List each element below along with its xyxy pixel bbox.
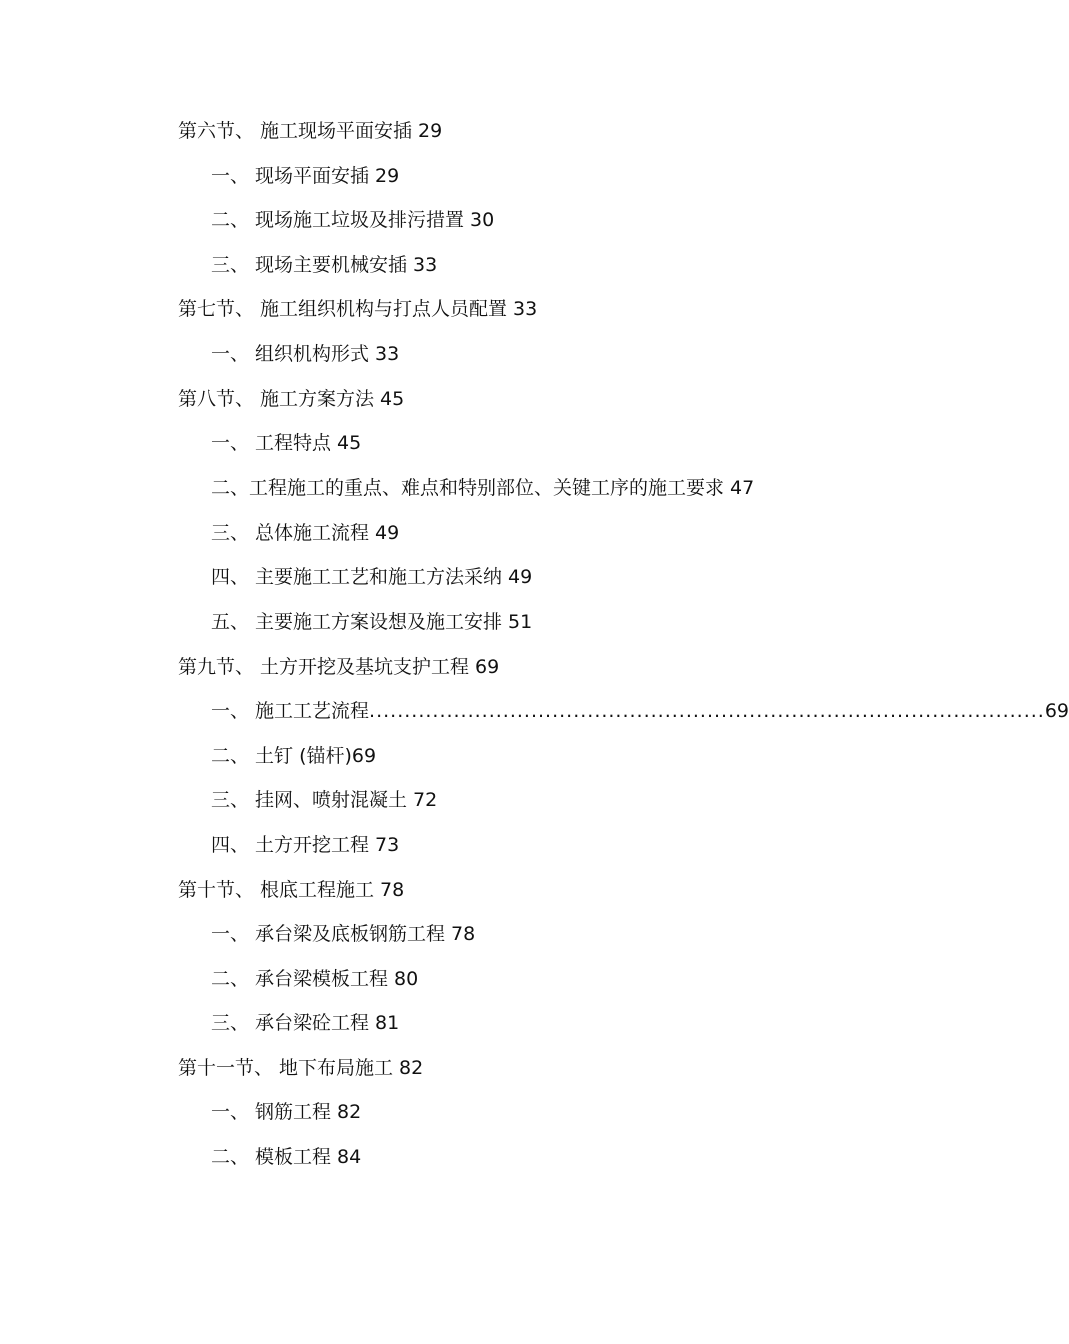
toc-entry-section-9[interactable]	[178, 654, 808, 680]
toc-entry-page: 51	[508, 610, 533, 633]
toc-entry-page: 69	[1044, 700, 1069, 723]
toc-entry-page: 72	[413, 789, 438, 812]
toc-entry-title: 第十节、 根底工程施工	[178, 878, 375, 901]
toc-entry[interactable]	[178, 966, 808, 992]
toc-entry-page: 29	[418, 120, 443, 142]
toc-entry-title: 一、 工程特点	[211, 432, 332, 455]
toc-entry[interactable]	[178, 564, 808, 590]
toc-entry-title: 第六节、 施工现场平面安插	[178, 120, 413, 142]
toc-entry-title: 一、 组织机构形式	[211, 342, 370, 365]
toc-entry-page: 80	[394, 967, 419, 990]
toc-entry-title: 二、 现场施工垃圾及排污措置	[211, 209, 465, 232]
toc-entry-title: 二、 土钉 (锚杆)	[211, 744, 352, 767]
toc-entry[interactable]	[178, 1099, 808, 1125]
toc-entry-title: 五、 主要施工方案设想及施工安排	[211, 610, 503, 633]
toc-entry-page: 45	[380, 387, 405, 410]
toc-entry-leader-row	[211, 698, 1069, 724]
toc-entry[interactable]	[178, 207, 808, 233]
toc-entry[interactable]	[178, 698, 1069, 724]
toc-entry-title: 第八节、 施工方案方法	[178, 387, 375, 410]
toc-entry-title: 第七节、 施工组织机构与打点人员配置	[178, 298, 508, 321]
toc-entry[interactable]	[178, 787, 808, 813]
toc-entry-page: 45	[337, 432, 362, 455]
toc-entry-page: 82	[399, 1056, 424, 1079]
toc-entry-page: 69	[351, 744, 377, 767]
toc-entry-page: 29	[375, 164, 400, 187]
toc-entry-page: 47	[730, 476, 755, 499]
toc-entry-page: 49	[375, 521, 400, 544]
toc-entry-page: 33	[375, 342, 400, 365]
toc-entry-title: 一、 施工工艺流程	[211, 700, 370, 723]
toc-entry-section-6[interactable]	[178, 118, 808, 144]
toc-entry-section-8[interactable]	[178, 386, 808, 412]
toc-entry-title: 四、 主要施工工艺和施工方法采纳	[211, 566, 503, 589]
toc-entry-page: 33	[413, 253, 438, 276]
toc-entry-title: 一、 钢筋工程	[211, 1101, 332, 1124]
toc-entry[interactable]	[178, 832, 808, 858]
toc-entry[interactable]	[178, 1144, 808, 1170]
toc-entry-title: 一、 现场平面安插	[211, 164, 370, 187]
toc-entry[interactable]	[178, 609, 808, 635]
toc-entry-page: 84	[337, 1146, 362, 1169]
toc-entry-section-10[interactable]	[178, 877, 808, 903]
toc-entry-title: 二、 模板工程	[211, 1146, 332, 1169]
toc-dot-leader: ................................................................................................	[369, 700, 1045, 723]
toc-entry-page: 78	[451, 923, 476, 946]
toc-entry-section-11[interactable]	[178, 1055, 808, 1081]
toc-entry[interactable]	[178, 1010, 808, 1036]
toc-entry-title: 三、 总体施工流程	[211, 521, 370, 544]
toc-entry-title: 第十一节、 地下布局施工	[178, 1056, 394, 1079]
toc-entry[interactable]	[178, 743, 808, 769]
toc-entry[interactable]	[178, 430, 808, 456]
toc-entry-title: 第九节、 土方开挖及基坑支护工程	[178, 655, 470, 678]
toc-entry[interactable]	[178, 520, 808, 546]
toc-entry-title: 二、工程施工的重点、难点和特别部位、关键工序的施工要求	[211, 476, 725, 499]
toc-entry-title: 三、 现场主要机械安插	[211, 253, 408, 276]
toc-entry-page: 81	[375, 1012, 400, 1035]
toc-entry-title: 四、 土方开挖工程	[211, 833, 370, 856]
toc-entry-title: 一、 承台梁及底板钢筋工程	[211, 923, 446, 946]
toc-entry-page: 30	[470, 209, 495, 232]
toc-entry-page: 49	[508, 566, 533, 589]
toc-entry[interactable]	[178, 341, 808, 367]
toc-entry-page: 33	[513, 298, 538, 321]
toc-entry-title: 三、 挂网、喷射混凝土	[211, 789, 408, 812]
toc-entry-page: 69	[475, 655, 500, 678]
toc-entry[interactable]	[178, 475, 808, 502]
table-of-contents	[178, 118, 1069, 1189]
toc-entry[interactable]	[178, 163, 808, 189]
toc-entry[interactable]	[178, 921, 808, 947]
toc-entry-page: 82	[337, 1101, 362, 1124]
toc-entry-page: 73	[375, 833, 400, 856]
toc-entry-section-7[interactable]	[178, 296, 808, 322]
toc-entry[interactable]	[178, 252, 808, 278]
toc-entry-title: 三、 承台梁砼工程	[211, 1012, 370, 1035]
toc-entry-title: 二、 承台梁模板工程	[211, 967, 389, 990]
toc-entry-page: 78	[380, 878, 405, 901]
